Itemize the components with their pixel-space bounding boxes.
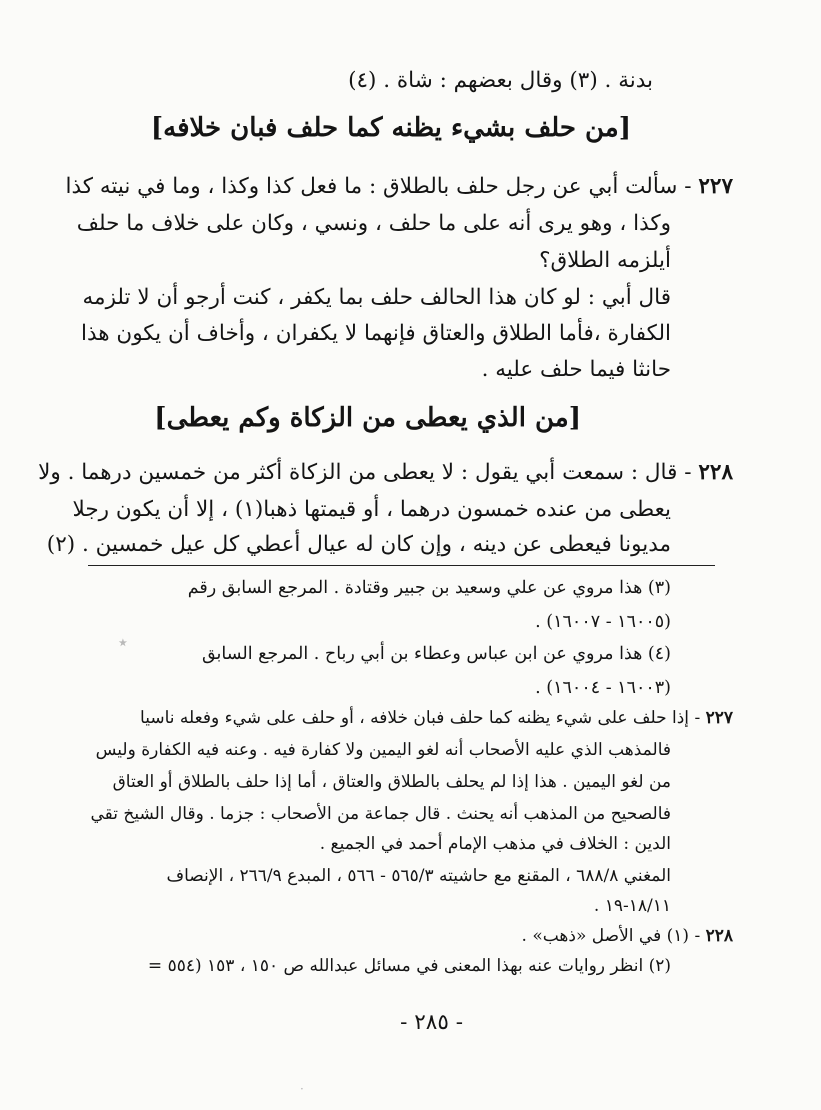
entry-227-line-4: قال أبي : لو كان هذا الحالف حلف بما يكفر ، كنت أرجو أن لا تلزمه: [82, 285, 671, 310]
entry-227-line-3: أيلزمه الطلاق؟: [539, 248, 671, 273]
note-dash: -: [694, 708, 701, 728]
note-228-number: ٢٢٨: [705, 926, 733, 946]
note-227-line-2: فالمذهب الذي عليه الأصحاب أنه لغو اليمين ولا كفارة فيه . وعنه فيه الكفارة وليس: [95, 740, 671, 760]
note-227-text-1: إذا حلف على شيء يظنه كما حلف فبان خلافه ، أو حلف على شيء وفعله ناسيا: [140, 708, 690, 728]
entry-227-line-6: حانثا فيما حلف عليه .: [481, 357, 671, 382]
entry-228-line-1: [38, 460, 733, 485]
entry-227-text-1: سألت أبي عن رجل حلف بالطلاق : ما فعل كذا وكذا ، وما في نيته كذا: [65, 174, 678, 199]
note-228-text-1: (١) في الأصل «ذهب» .: [521, 926, 690, 946]
entry-228-line-3: مديونا فيعطى عن دينه ، وإن كان له عيال أعطي كل عيل خمسين . (٢): [46, 532, 671, 557]
note-227-line-1: [140, 708, 733, 728]
note-227-line-4: فالصحيح من المذهب أنه يحنث . قال جماعة من الأصحاب : جزما . وقال الشيخ تقي: [90, 804, 671, 824]
scan-speck: ·: [300, 1082, 304, 1096]
footnote-4-line-2: (١٦٠٠٣ - ١٦٠٠٤) .: [535, 678, 671, 698]
scan-speck: ٭: [118, 632, 128, 653]
top-continuation-line: بدنة . (٣) وقال بعضهم : شاة . (٤): [348, 68, 653, 93]
note-228-line-2: (٢) انظر روايات عنه بهذا المعنى في مسائل عبدالله ص ١٥٠ ، ١٥٣ (٥٥٤ =: [147, 956, 671, 976]
entry-227-line-2: وكذا ، وهو يرى أنه على ما حلف ، ونسي ، وكان على خلاف ما حلف: [76, 211, 671, 236]
note-227-line-7: ١٨/١١-١٩ .: [593, 896, 671, 916]
entry-dash: -: [684, 174, 692, 199]
entry-227-line-1: [66, 174, 733, 199]
note-228-line-1: [522, 926, 733, 946]
note-227-line-6: المغني ٦٨٨/٨ ، المقنع مع حاشيته ٥٦٥/٣ - ٥٦٦ ، المبدع ٢٦٦/٩ ، الإنصاف: [166, 866, 671, 886]
entry-227-line-5: الكفارة ،فأما الطلاق والعتاق فإنهما لا يكفران ، وأخاف أن يكون هذا: [80, 321, 671, 346]
entry-228-line-2: يعطى من عنده خمسون درهما ، أو قيمتها ذهبا(١) ، إلا أن يكون رجلا: [72, 497, 671, 522]
note-227-number: ٢٢٧: [705, 708, 733, 728]
entry-228-text-1: قال : سمعت أبي يقول : لا يعطى من الزكاة أكثر من خمسين درهما . ولا: [38, 460, 678, 485]
footnote-3-line-2: (١٦٠٠٥ - ١٦٠٠٧) .: [535, 612, 671, 632]
entry-227-number: ٢٢٧: [698, 174, 733, 199]
page-number: - ٢٨٥ -: [400, 1010, 463, 1035]
note-227-line-5: الدين : الخلاف في مذهب الإمام أحمد في الجميع .: [319, 834, 671, 854]
section-heading-1: [من حلف بشيء يظنه كما حلف فبان خلافه]: [150, 113, 631, 143]
section-heading-2: [من الذي يعطى من الزكاة وكم يعطى]: [154, 403, 581, 433]
entry-228-number: ٢٢٨: [698, 460, 733, 485]
footnote-4-line-1: (٤) هذا مروي عن ابن عباس وعطاء بن أبي رباح . المرجع السابق: [201, 644, 671, 664]
note-dash: -: [694, 926, 701, 946]
footnote-separator: [88, 565, 715, 566]
entry-dash: -: [684, 460, 692, 485]
footnote-3-line-1: (٣) هذا مروي عن علي وسعيد بن جبير وقتادة . المرجع السابق رقم: [187, 578, 671, 598]
note-227-line-3: من لغو اليمين . هذا إذا لم يحلف بالطلاق والعتاق ، أما إذا حلف بالطلاق أو العتاق: [112, 772, 671, 792]
